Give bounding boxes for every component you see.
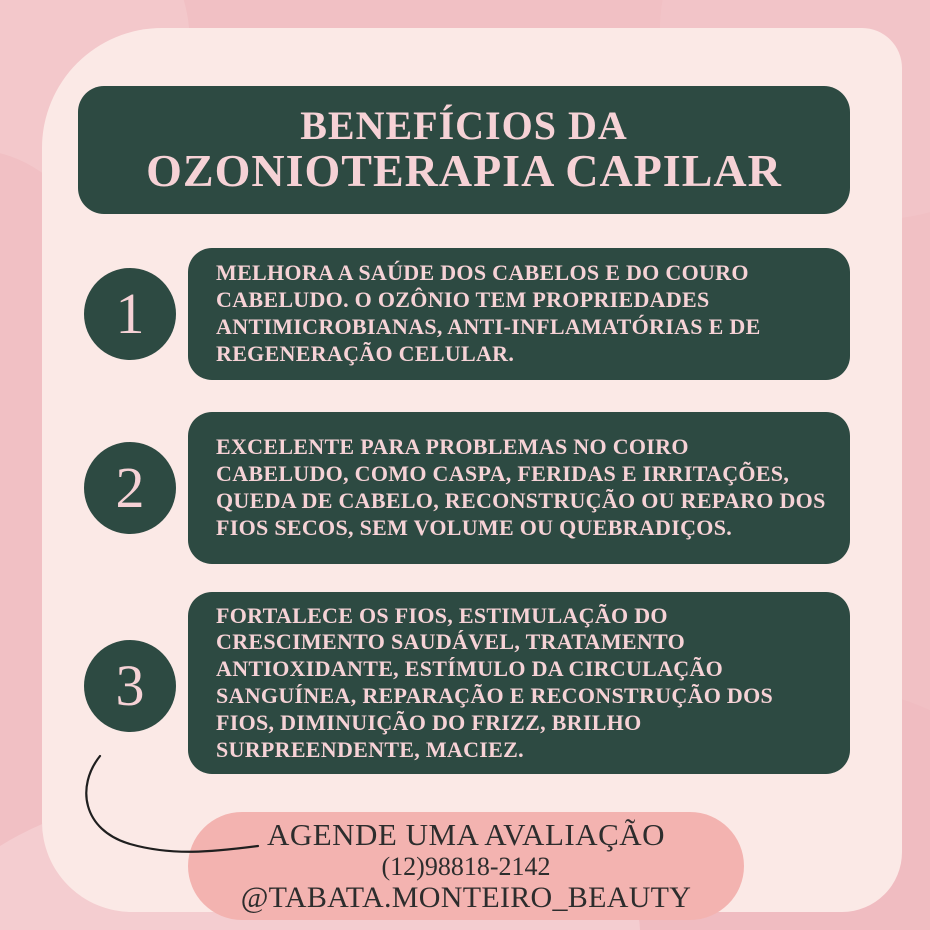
benefit-text-card-3 [188, 592, 850, 774]
benefit-text-card-1 [188, 248, 850, 380]
cta-instagram-handle[interactable]: @TABATA.MONTEIRO_BEAUTY [240, 881, 692, 914]
curved-connector-line [72, 752, 262, 862]
title-line-2: OZONIOTERAPIA CAPILAR [146, 144, 782, 196]
benefit-number-badge-2: 2 [84, 442, 176, 534]
cta-headline: AGENDE UMA AVALIAÇÃO [266, 817, 666, 852]
benefit-text-3: FORTALECE OS FIOS, ESTIMULAÇÃO DO CRESCIMENTO SAUDÁVEL, TRATAMENTO ANTIOXIDANTE, ESTÍMULO DA CIRCULAÇÃO SANGUÍNEA, REPARAÇÃO E RECONSTRUÇÃO DOS FIOS, DIMINUIÇÃO DO FRIZZ, BRILHO SURPREENDENTE, MACIEZ. [216, 602, 774, 762]
cta-pill[interactable] [188, 812, 744, 920]
benefit-number-badge-1: 1 [84, 268, 176, 360]
benefit-number-badge-3: 3 [84, 640, 176, 732]
benefit-text-2: EXCELENTE PARA PROBLEMAS NO COIRO CABELUDO, COMO CASPA, FERIDAS E IRRITAÇÕES, QUEDA DE CABELO, RECONSTRUÇÃO OU REPARO DOS FIOS SECOS, SEM VOLUME OU QUEBRADIÇOS. [216, 434, 826, 540]
benefit-text-card-2 [188, 412, 850, 564]
poster-title [78, 86, 850, 214]
benefit-text-1: MELHORA A SAÚDE DOS CABELOS E DO COURO CABELUDO. O OZÔNIO TEM PROPRIEDADES ANTIMICROBIANAS, ANTI-INFLAMATÓRIAS E DE REGENERAÇÃO CELULAR. [216, 260, 761, 366]
title-line-1: BENEFÍCIOS DA [300, 102, 628, 148]
cta-phone[interactable]: (12)98818-2142 [381, 852, 551, 881]
